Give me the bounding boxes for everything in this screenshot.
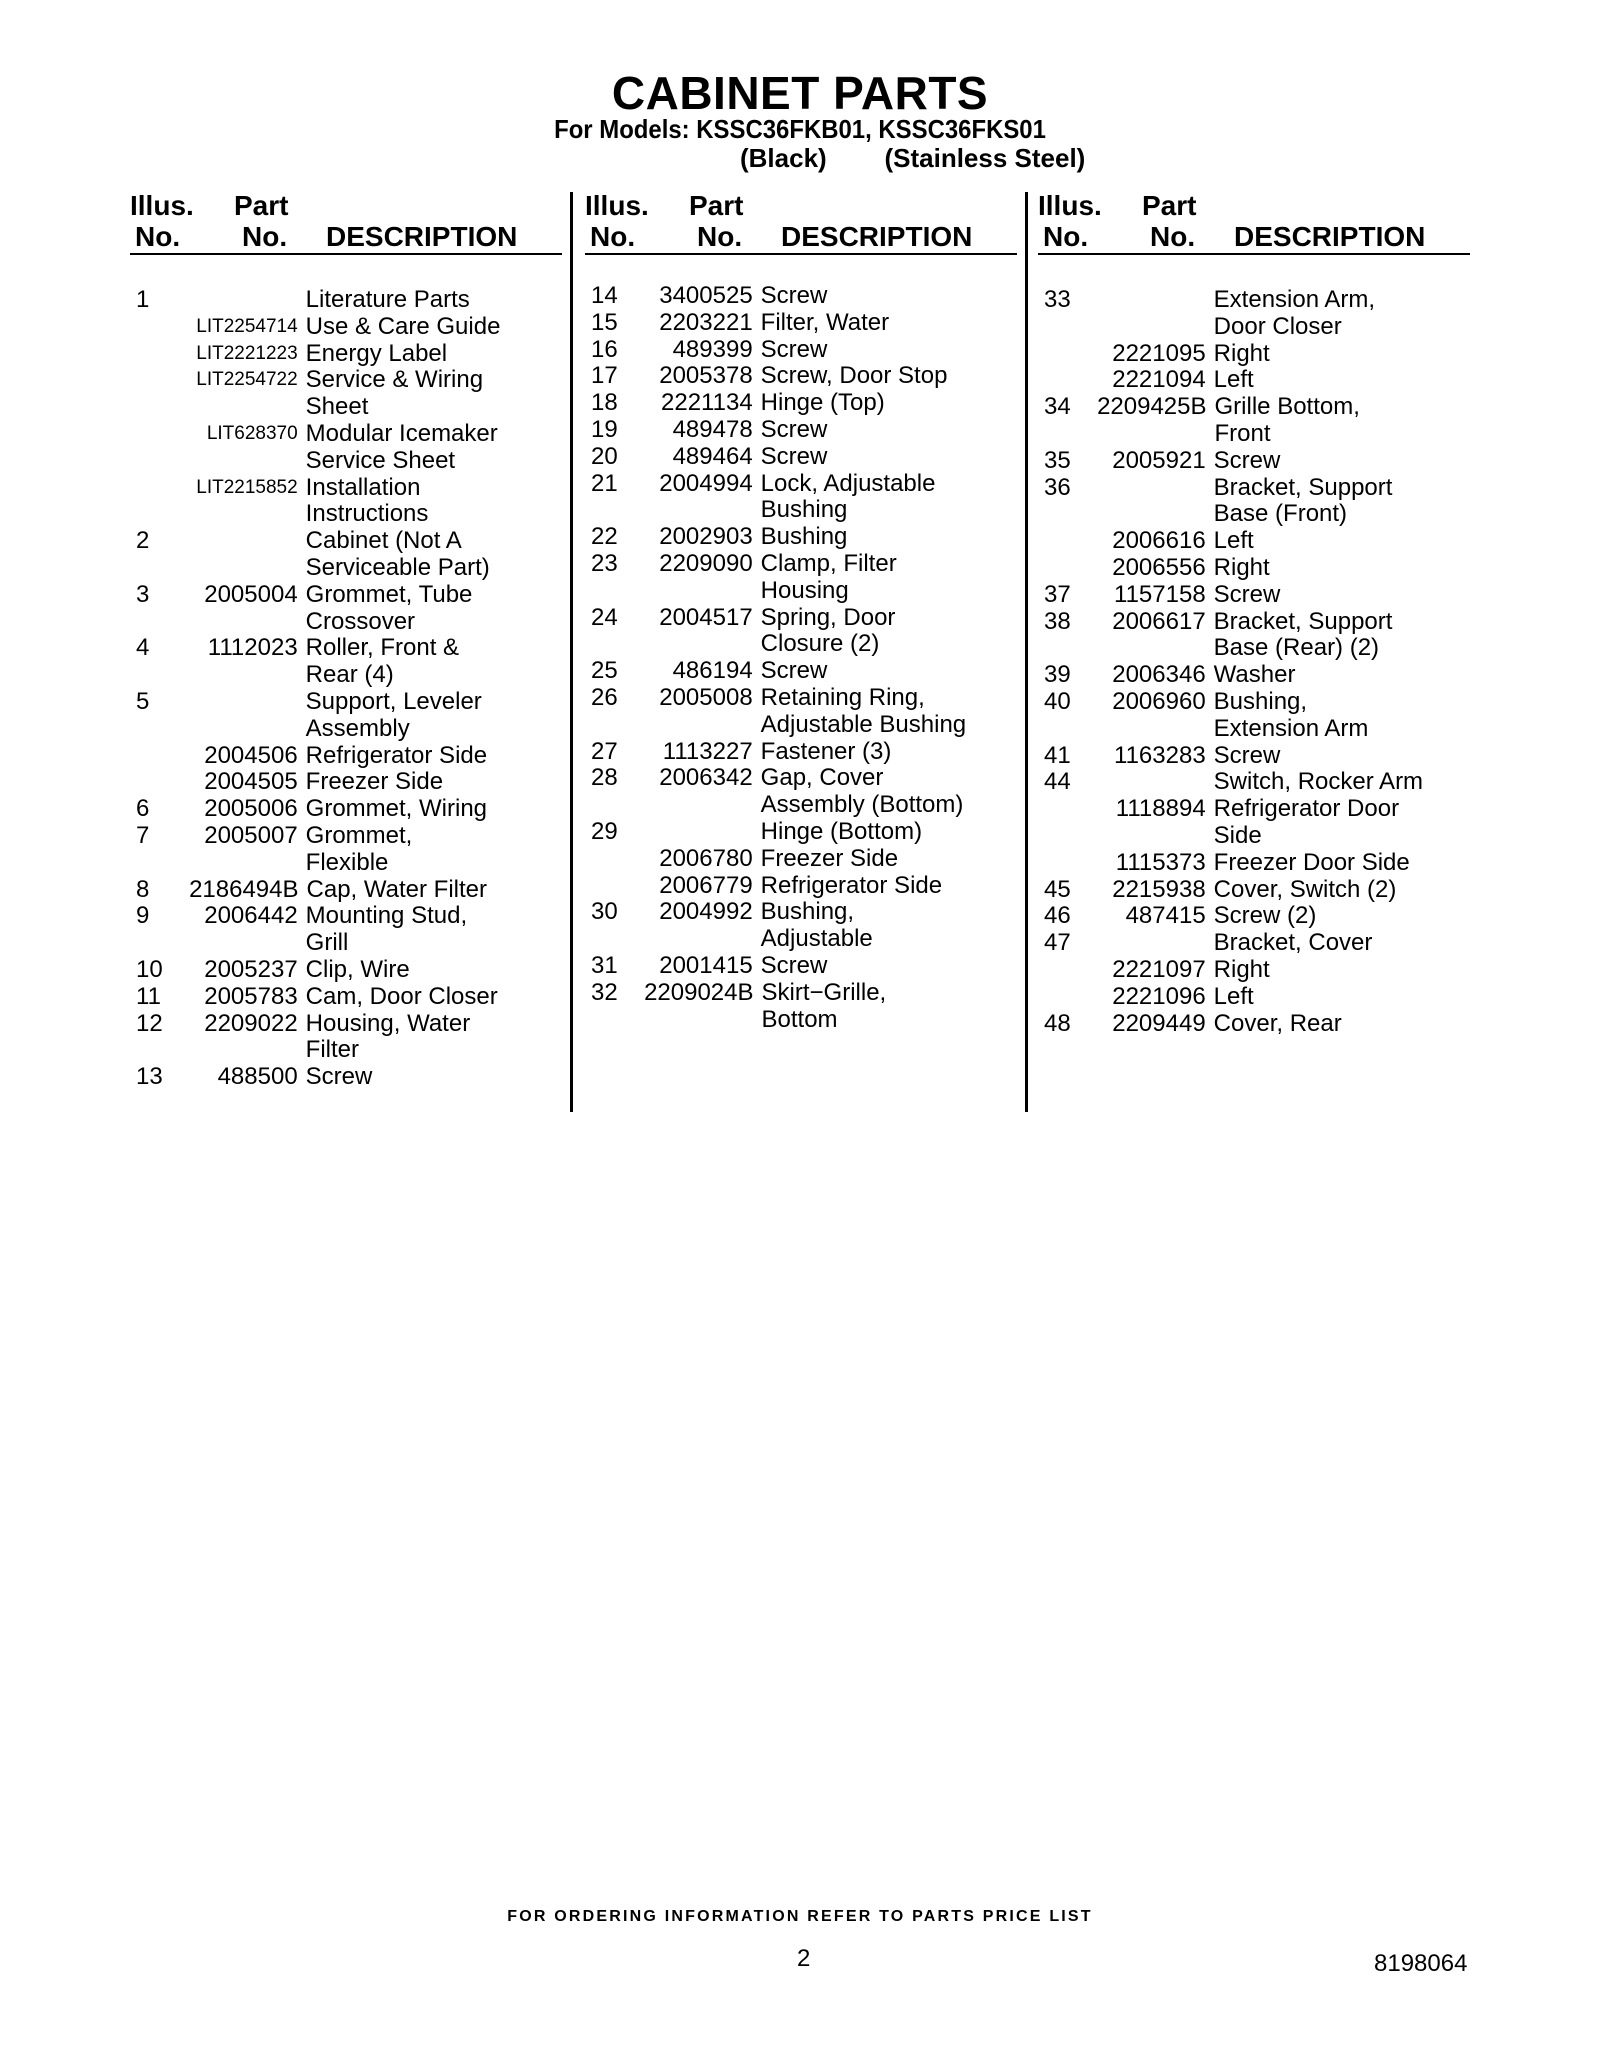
illus-number: 21 xyxy=(591,469,618,497)
illus-number: 11 xyxy=(136,982,161,1010)
part-description: Right xyxy=(1213,339,1270,367)
parts-rows xyxy=(585,283,1017,1033)
part-number: 2221094 xyxy=(1112,366,1206,394)
part-description: Mounting Stud, Grill xyxy=(305,902,468,957)
part-number: 2004506 xyxy=(204,741,298,769)
part-no-header: No. xyxy=(242,221,288,252)
part-row xyxy=(130,635,562,689)
part-description: Screw xyxy=(1213,446,1281,474)
part-row xyxy=(1038,930,1470,957)
illus-number: 40 xyxy=(1044,687,1071,715)
part-row xyxy=(1038,796,1470,850)
part-number: 1113227 xyxy=(662,737,753,765)
part-description: Refrigerator Door Side xyxy=(1213,795,1400,849)
part-number: 2209024B xyxy=(644,978,754,1006)
illus-number: 37 xyxy=(1044,580,1071,608)
part-row xyxy=(130,769,562,796)
illus-number: 15 xyxy=(591,308,618,336)
part-number: LIT2221223 xyxy=(196,342,298,364)
part-row xyxy=(130,984,562,1011)
illus-number: 23 xyxy=(591,549,618,577)
part-number xyxy=(189,689,305,743)
illus-number: 3 xyxy=(136,580,150,608)
illus-number: 30 xyxy=(591,898,618,926)
part-description: Filter, Water xyxy=(760,308,890,336)
illus-number xyxy=(130,314,189,341)
part-description: Literature Parts xyxy=(305,286,470,313)
illus-number: 31 xyxy=(591,951,618,979)
part-number xyxy=(1097,475,1213,529)
illus-number: 33 xyxy=(1044,286,1071,313)
part-number: 2004994 xyxy=(659,469,753,497)
part-number: 1157158 xyxy=(1114,580,1206,608)
part-description: Retaining Ring, Adjustable Bushing xyxy=(760,683,967,738)
part-number: 2221097 xyxy=(1112,955,1206,983)
part-description: Cover, Rear xyxy=(1213,1009,1342,1037)
illus-number: 38 xyxy=(1044,607,1071,635)
part-number: 2006346 xyxy=(1112,661,1206,689)
column-divider xyxy=(1025,192,1028,1112)
part-row xyxy=(585,765,1017,819)
part-description: Switch, Rocker Arm xyxy=(1213,768,1424,796)
part-row xyxy=(585,899,1017,953)
part-row xyxy=(1038,850,1470,877)
illus-number: 8 xyxy=(136,875,150,903)
part-number: 2186494B xyxy=(189,875,299,903)
illus-number: 28 xyxy=(591,764,618,792)
part-number: 2005783 xyxy=(204,982,298,1010)
illus-number: 32 xyxy=(591,978,618,1006)
illus-header: Illus. xyxy=(585,190,649,221)
illus-number xyxy=(1038,957,1097,984)
part-description: Housing, Water Filter xyxy=(305,1009,471,1064)
part-row xyxy=(130,582,562,636)
illus-number: 36 xyxy=(1044,473,1071,501)
part-row xyxy=(130,314,562,341)
part-row xyxy=(130,957,562,984)
part-number: 2006779 xyxy=(659,871,753,899)
part-description: Freezer Side xyxy=(760,844,899,872)
part-row xyxy=(130,743,562,770)
column-header xyxy=(130,190,562,255)
part-description: Screw, Door Stop xyxy=(760,362,948,390)
part-row xyxy=(130,528,562,582)
part-row xyxy=(1038,662,1470,689)
part-description: Energy Label xyxy=(305,339,448,367)
parts-rows xyxy=(1038,287,1470,1037)
illus-number xyxy=(1038,341,1097,368)
description-header: DESCRIPTION xyxy=(326,221,518,252)
part-number: LIT2254722 xyxy=(196,369,298,391)
illus-number xyxy=(1038,528,1097,555)
part-row xyxy=(1038,769,1470,796)
part-row xyxy=(130,367,562,421)
part-description: Screw xyxy=(760,335,828,363)
illus-number: 1 xyxy=(136,286,150,313)
page-title: CABINET PARTS xyxy=(611,67,989,119)
illus-number xyxy=(1038,555,1097,582)
part-row xyxy=(585,846,1017,873)
part-row xyxy=(1038,448,1470,475)
illus-number: 9 xyxy=(136,902,150,930)
part-description: Screw xyxy=(1213,580,1281,608)
part-row xyxy=(1038,367,1470,394)
part-description: Grommet, Wiring xyxy=(305,795,488,823)
part-number: 2203221 xyxy=(659,308,753,336)
part-number: 1112023 xyxy=(207,634,298,662)
part-number: LIT2215852 xyxy=(196,476,298,498)
part-number: 2005921 xyxy=(1112,446,1206,474)
illus-number: 35 xyxy=(1044,446,1071,474)
part-description: Cap, Water Filter xyxy=(306,875,487,903)
illus-number: 27 xyxy=(591,737,618,765)
part-description: Bracket, Support Base (Rear) (2) xyxy=(1213,607,1393,662)
part-number: LIT2254714 xyxy=(196,315,298,337)
part-description: Support, Leveler Assembly xyxy=(305,687,482,742)
illus-number xyxy=(130,743,189,770)
part-description: Freezer Door Side xyxy=(1213,848,1410,876)
part-number: 486194 xyxy=(672,657,753,685)
part-row xyxy=(1038,582,1470,609)
part-row xyxy=(130,823,562,877)
part-number: 2005007 xyxy=(204,821,298,849)
part-number: LIT628370 xyxy=(206,422,298,444)
illus-number: 2 xyxy=(136,527,150,555)
part-row xyxy=(1038,341,1470,368)
part-description: Skirt−Grille, Bottom xyxy=(761,978,887,1033)
illus-number: 19 xyxy=(591,415,618,443)
illus-number: 12 xyxy=(136,1009,163,1037)
illus-number: 18 xyxy=(591,389,618,417)
illus-number: 20 xyxy=(591,442,618,470)
part-number: 1118894 xyxy=(1115,795,1206,823)
part-row xyxy=(130,903,562,957)
part-row xyxy=(130,475,562,529)
part-description: Left xyxy=(1213,366,1254,394)
part-number: 3400525 xyxy=(659,282,753,309)
illus-number xyxy=(130,769,189,796)
part-number: 2006617 xyxy=(1112,607,1206,635)
part-description: Gap, Cover Assembly (Bottom) xyxy=(760,764,964,819)
part-row xyxy=(585,444,1017,471)
part-number: 488500 xyxy=(217,1063,298,1091)
part-number: 2004992 xyxy=(659,898,753,926)
parts-column-1 xyxy=(130,190,562,1091)
part-row xyxy=(130,1064,562,1091)
illus-number: 29 xyxy=(591,817,618,845)
part-number: 489399 xyxy=(672,335,753,363)
part-row xyxy=(585,819,1017,846)
part-description: Screw xyxy=(760,442,828,470)
part-description: Bracket, Cover xyxy=(1213,929,1373,957)
part-row xyxy=(130,341,562,368)
part-row xyxy=(1038,903,1470,930)
illus-number: 44 xyxy=(1044,768,1071,796)
page-number: 2 xyxy=(797,1945,811,1972)
part-row xyxy=(585,685,1017,739)
part-description: Bushing xyxy=(760,523,848,551)
part-no-header: No. xyxy=(697,221,743,252)
illus-number: 41 xyxy=(1044,741,1071,769)
part-description: Refrigerator Side xyxy=(305,741,488,769)
part-description: Screw xyxy=(760,415,828,443)
part-description: Washer xyxy=(1213,661,1296,689)
part-description: Fastener (3) xyxy=(760,737,892,765)
part-description: Cabinet (Not A Serviceable Part) xyxy=(305,527,490,581)
part-number xyxy=(1097,287,1213,341)
illus-no-header: No. xyxy=(1043,221,1089,252)
part-number: 2221096 xyxy=(1112,982,1206,1010)
part-number: 2004505 xyxy=(204,768,298,796)
part-description: Screw xyxy=(1213,741,1281,769)
part-description: Modular Icemaker Service Sheet xyxy=(305,419,498,474)
part-number: 2221095 xyxy=(1112,339,1206,367)
part-description: Right xyxy=(1213,955,1270,983)
part-description: Use & Care Guide xyxy=(305,312,501,340)
part-number: 2001415 xyxy=(659,951,753,979)
part-row xyxy=(130,421,562,475)
part-description: Cam, Door Closer xyxy=(305,982,498,1010)
part-row xyxy=(1038,1011,1470,1038)
part-description: Cover, Switch (2) xyxy=(1213,875,1397,903)
part-number: 2221134 xyxy=(661,389,753,417)
parts-rows xyxy=(130,287,562,1091)
illus-number: 47 xyxy=(1044,929,1071,957)
illus-number: 16 xyxy=(591,335,618,363)
part-description: Hinge (Bottom) xyxy=(760,817,923,845)
part-row xyxy=(1038,394,1470,448)
illus-number xyxy=(130,367,189,421)
part-row xyxy=(585,310,1017,337)
illus-number xyxy=(585,873,644,900)
part-row xyxy=(130,877,562,904)
part-number: 2005006 xyxy=(204,795,298,823)
part-row xyxy=(130,796,562,823)
part-header: Part xyxy=(689,190,744,221)
illus-number xyxy=(1038,367,1097,394)
illus-number: 7 xyxy=(136,821,150,849)
part-description: Grille Bottom, Front xyxy=(1214,393,1360,447)
part-number: 2006556 xyxy=(1112,553,1206,581)
illus-no-header: No. xyxy=(590,221,636,252)
part-row xyxy=(585,980,1017,1034)
illus-number: 17 xyxy=(591,362,618,390)
part-number: 2006960 xyxy=(1112,687,1206,715)
part-header: Part xyxy=(234,190,289,221)
part-row xyxy=(585,524,1017,551)
part-number: 2006780 xyxy=(659,844,753,872)
column-divider xyxy=(570,192,573,1112)
part-description: Spring, Door Closure (2) xyxy=(760,603,896,658)
illus-number xyxy=(130,341,189,368)
part-number: 2209022 xyxy=(204,1009,298,1037)
part-number: 489478 xyxy=(672,415,753,443)
illus-number: 13 xyxy=(136,1063,163,1091)
part-number: 2005378 xyxy=(659,362,753,390)
part-row xyxy=(1038,609,1470,663)
part-number xyxy=(1097,930,1213,957)
part-description: Left xyxy=(1213,982,1254,1010)
part-number xyxy=(189,528,305,582)
part-row xyxy=(585,471,1017,525)
part-row xyxy=(130,287,562,314)
illus-number xyxy=(1038,850,1097,877)
part-number: 2005004 xyxy=(204,580,298,608)
illus-number: 6 xyxy=(136,795,150,823)
part-description: Right xyxy=(1213,553,1270,581)
part-row xyxy=(585,390,1017,417)
part-description: Screw xyxy=(305,1063,373,1091)
part-description: Roller, Front & Rear (4) xyxy=(305,634,460,689)
part-row xyxy=(1038,287,1470,341)
part-row xyxy=(1038,528,1470,555)
part-row xyxy=(585,873,1017,900)
illus-number: 24 xyxy=(591,603,618,631)
part-number xyxy=(644,819,760,846)
description-header: DESCRIPTION xyxy=(1234,221,1426,252)
column-header xyxy=(1038,190,1470,255)
part-description: Screw xyxy=(760,951,828,979)
part-number: 2006342 xyxy=(659,764,753,792)
illus-number xyxy=(130,421,189,475)
part-description: Service & Wiring Sheet xyxy=(305,366,484,421)
part-row xyxy=(585,605,1017,659)
part-row xyxy=(1038,689,1470,743)
illus-number: 22 xyxy=(591,523,618,551)
part-row xyxy=(130,1011,562,1065)
models-subtitle: For Models: KSSC36FKB01, KSSC36FKS01 xyxy=(554,114,1046,144)
part-description: Grommet, Tube Crossover xyxy=(305,580,473,635)
part-description: Extension Arm, Door Closer xyxy=(1213,286,1376,340)
part-number xyxy=(1097,769,1213,796)
part-row xyxy=(585,739,1017,766)
illus-number xyxy=(1038,984,1097,1011)
part-description: Screw xyxy=(760,282,828,309)
part-description: Clamp, Filter Housing xyxy=(760,549,897,604)
part-row xyxy=(585,363,1017,390)
part-number: 1163283 xyxy=(1114,741,1206,769)
part-number: 489464 xyxy=(672,442,753,470)
part-number: 1115373 xyxy=(1115,848,1206,876)
part-number: 2209425B xyxy=(1097,393,1207,421)
part-row xyxy=(585,283,1017,310)
part-row xyxy=(1038,877,1470,904)
part-description: Installation Instructions xyxy=(305,473,429,528)
part-number: 2006442 xyxy=(204,902,298,930)
document-number: 8198064 xyxy=(1374,1950,1468,1977)
part-description: Clip, Wire xyxy=(305,955,410,983)
illus-header: Illus. xyxy=(1038,190,1102,221)
part-row xyxy=(1038,475,1470,529)
part-description: Screw (2) xyxy=(1213,902,1317,930)
illus-number: 39 xyxy=(1044,661,1071,689)
ordering-note: FOR ORDERING INFORMATION REFER TO PARTS PRICE LIST xyxy=(507,1908,1093,1925)
part-row xyxy=(1038,984,1470,1011)
part-row xyxy=(585,417,1017,444)
column-header xyxy=(585,190,1017,255)
illus-number: 5 xyxy=(136,687,150,715)
part-number: 2005237 xyxy=(204,955,298,983)
part-header: Part xyxy=(1142,190,1197,221)
part-number: 2209090 xyxy=(659,549,753,577)
part-description: Lock, Adjustable Bushing xyxy=(760,469,936,524)
part-description: Left xyxy=(1213,527,1254,555)
part-number: 487415 xyxy=(1125,902,1206,930)
illus-header: Illus. xyxy=(130,190,194,221)
part-row xyxy=(585,658,1017,685)
illus-number: 45 xyxy=(1044,875,1071,903)
part-row xyxy=(585,551,1017,605)
illus-number: 14 xyxy=(591,282,618,309)
part-row xyxy=(1038,957,1470,984)
part-description: Bushing, Extension Arm xyxy=(1213,687,1369,742)
part-description: Freezer Side xyxy=(305,768,444,796)
illus-number: 26 xyxy=(591,683,618,711)
part-number: 2209449 xyxy=(1112,1009,1206,1037)
illus-number: 25 xyxy=(591,657,618,685)
illus-number: 46 xyxy=(1044,902,1071,930)
illus-number xyxy=(585,846,644,873)
parts-column-3 xyxy=(1038,190,1470,1037)
part-row xyxy=(585,953,1017,980)
description-header: DESCRIPTION xyxy=(781,221,973,252)
illus-number: 10 xyxy=(136,955,163,983)
part-row xyxy=(130,689,562,743)
part-no-header: No. xyxy=(1150,221,1196,252)
part-number: 2215938 xyxy=(1112,875,1206,903)
part-row xyxy=(1038,743,1470,770)
part-number: 2002903 xyxy=(659,523,753,551)
part-number: 2005008 xyxy=(659,683,753,711)
part-row xyxy=(585,337,1017,364)
models-finish-line: (Black) (Stainless Steel) xyxy=(740,143,1086,173)
illus-number: 48 xyxy=(1044,1009,1071,1037)
part-description: Grommet, Flexible xyxy=(305,821,413,876)
part-description: Screw xyxy=(760,657,828,685)
part-description: Hinge (Top) xyxy=(760,389,885,417)
part-number: 2004517 xyxy=(659,603,753,631)
illus-number xyxy=(130,475,189,529)
parts-column-2 xyxy=(585,190,1017,1033)
part-row xyxy=(1038,555,1470,582)
illus-number xyxy=(1038,796,1097,850)
part-description: Bushing, Adjustable xyxy=(760,898,873,953)
illus-number: 34 xyxy=(1044,393,1071,421)
part-description: Refrigerator Side xyxy=(760,871,943,899)
part-number xyxy=(189,287,305,314)
part-number: 2006616 xyxy=(1112,527,1206,555)
illus-number: 4 xyxy=(136,634,150,662)
part-description: Bracket, Support Base (Front) xyxy=(1213,473,1393,528)
illus-no-header: No. xyxy=(135,221,181,252)
